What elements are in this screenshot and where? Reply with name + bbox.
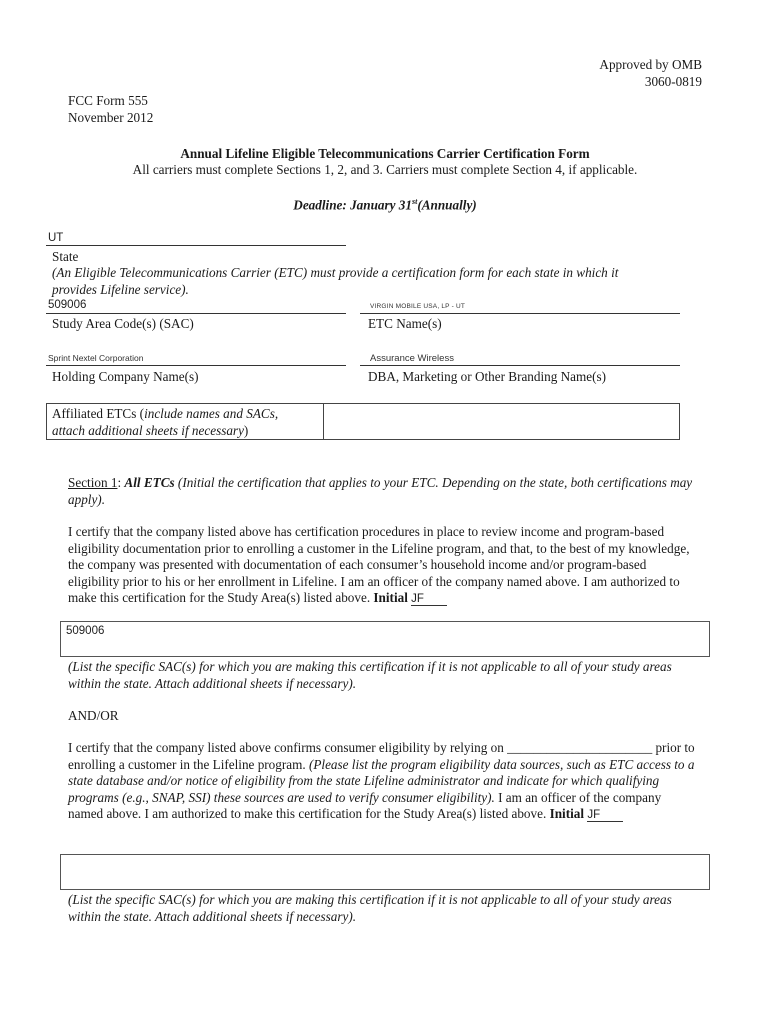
holding-company-value[interactable]: Sprint Nextel Corporation bbox=[48, 353, 144, 363]
affiliated-etcs-table bbox=[46, 403, 680, 440]
deadline-prefix: Deadline: January 31 bbox=[293, 197, 412, 213]
etc-name-line bbox=[360, 313, 680, 314]
holding-company-label: Holding Company Name(s) bbox=[52, 369, 199, 384]
certification-1-initial-label: Initial bbox=[373, 590, 408, 606]
certification-2-text-b: I am an officer of the company named above. I am authorized to make this certification for the Study Area(s) listed above. bbox=[68, 789, 662, 822]
etc-name-label: ETC Name(s) bbox=[368, 316, 442, 331]
affiliated-etcs-divider bbox=[323, 404, 324, 439]
certification-2 bbox=[68, 740, 698, 823]
certification-1-text: I certify that the company listed above has certification procedures in place to review income and program-based eligibility documentation prior to enrolling a customer in the Lifeline program, and that, to the best of my knowledge, the company was presented with documentation of each consumer’s household income and/or program-based eligibility prior to his or her enrollment in Lifeline. I am an officer of the company named above. I am authorized to make this certification for the Study Area(s) listed above. bbox=[68, 524, 690, 606]
certification-1-sac-value: 509006 bbox=[66, 625, 105, 637]
form-name: FCC Form 555 bbox=[68, 93, 148, 108]
page-title: Annual Lifeline Eligible Telecommunications Carrier Certification Form bbox=[180, 146, 590, 161]
certification-2-sac-box[interactable] bbox=[60, 854, 710, 890]
sac-line bbox=[46, 313, 346, 314]
form-date: November 2012 bbox=[68, 109, 154, 125]
etc-name-value[interactable]: VIRGIN MOBILE USA, LP - UT bbox=[370, 303, 466, 310]
affiliated-etcs-label bbox=[52, 406, 312, 439]
certification-2-initial-label: Initial bbox=[549, 806, 585, 822]
affiliated-etcs-label-note: include names and SACs, attach additional sheets if necessary bbox=[52, 406, 279, 438]
holding-company-line bbox=[46, 365, 346, 366]
and-or: AND/OR bbox=[68, 708, 119, 723]
deadline bbox=[0, 194, 770, 214]
certification-1-initial-field[interactable]: JF bbox=[411, 593, 447, 606]
page-subtitle: All carriers must complete Sections 1, 2, and 3. Carriers must complete Section 4, if applicable. bbox=[132, 162, 638, 177]
certification-2-text-italic: (Please list the program eligibility data sources, such as ETC access to a state database and/or notice of eligibility from the state Lifeline administrator and indicate for which qualifying programs (e.g., SNAP, SSI) these sources are used to verify consumer eligibility). bbox=[68, 756, 695, 805]
dba-label: DBA, Marketing or Other Branding Name(s) bbox=[368, 369, 607, 384]
section1-heading bbox=[68, 475, 698, 508]
omb-approval-line1: Approved by OMB bbox=[599, 57, 702, 72]
section1-title: Section 1 bbox=[68, 475, 118, 490]
affiliated-etcs-label-end: ) bbox=[243, 422, 249, 438]
section1-note: (Initial the certification that applies to your ETC. Depending on the state, both certifications may apply). bbox=[68, 475, 693, 507]
sac-list-note-1: (List the specific SAC(s) for which you are making this certification if it is not applicable to all of your study areas within the state. Attach additional sheets if necessary). bbox=[68, 659, 672, 691]
form-identifier bbox=[68, 93, 153, 126]
dba-line bbox=[360, 365, 680, 366]
dba-value[interactable]: Assurance Wireless bbox=[370, 353, 454, 364]
certification-2-initial-field[interactable]: JF bbox=[587, 809, 623, 822]
sac-value[interactable]: 509006 bbox=[48, 299, 87, 311]
sac-label: Study Area Code(s) (SAC) bbox=[52, 316, 194, 331]
deadline-sup: st bbox=[411, 197, 418, 206]
state-line bbox=[46, 245, 346, 246]
deadline-suffix: (Annually) bbox=[417, 197, 477, 213]
affiliated-etcs-label-start: Affiliated ETCs ( bbox=[52, 406, 145, 421]
certification-2-text-a: I certify that the company listed above confirms consumer eligibility by relying on ______________________ prior to enrolling a customer in the Lifeline program. bbox=[68, 740, 695, 772]
certification-1-sac-box[interactable] bbox=[60, 621, 710, 657]
sac-list-note-2: (List the specific SAC(s) for which you are making this certification if it is not applicable to all of your study areas within the state. Attach additional sheets if necessary). bbox=[68, 892, 672, 924]
affiliated-etcs-input[interactable] bbox=[328, 406, 673, 437]
section1-bold: All ETCs bbox=[124, 475, 175, 490]
omb-approval bbox=[599, 57, 702, 90]
state-label: State bbox=[52, 249, 79, 264]
certification-1 bbox=[68, 524, 698, 607]
state-value[interactable]: UT bbox=[48, 232, 64, 244]
state-note: (An Eligible Telecommunications Carrier (ETC) must provide a certification form for each state in which it provides Lifeline service). bbox=[52, 265, 619, 297]
section1-colon: : bbox=[117, 475, 125, 490]
omb-number: 3060-0819 bbox=[644, 73, 702, 89]
